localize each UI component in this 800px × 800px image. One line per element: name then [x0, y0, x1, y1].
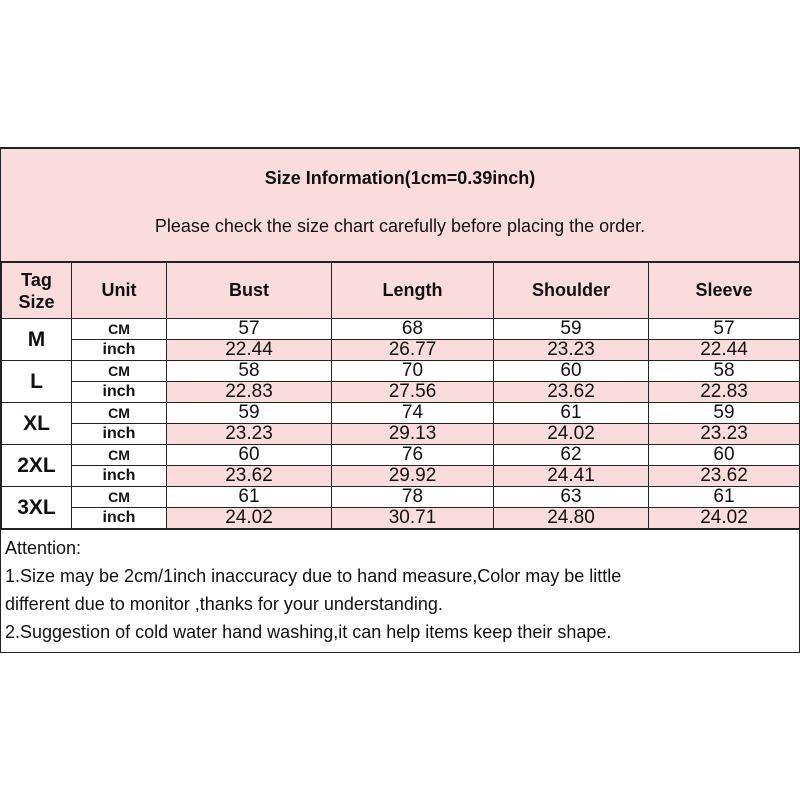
length-cm-value: 76 [332, 445, 494, 466]
table-header-row [2, 263, 800, 319]
notes-line-1: 1.Size may be 2cm/1inch inaccuracy due to hand measure,Color may be little [5, 566, 622, 586]
column-header-shoulder: Shoulder [494, 263, 649, 319]
size-label: Size [18, 291, 55, 312]
unit-cell-cm: CM [72, 319, 167, 340]
shoulder-inch-value: 24.80 [494, 508, 649, 529]
shoulder-cm-value: 60 [494, 361, 649, 382]
notes-line-2: different due to monitor ,thanks for your understanding. [5, 594, 443, 614]
sleeve-inch-value: 23.23 [649, 424, 800, 445]
length-inch-value: 27.56 [332, 382, 494, 403]
shoulder-cm-value: 62 [494, 445, 649, 466]
table-row-cm [2, 403, 800, 424]
sleeve-inch-value: 22.44 [649, 340, 800, 361]
sleeve-cm-value: 61 [649, 487, 800, 508]
unit-cell-inch: inch [72, 466, 167, 487]
length-inch-value: 26.77 [332, 340, 494, 361]
size-cell: 3XL [2, 487, 72, 529]
table-row-inch [2, 382, 800, 403]
table-row-cm [2, 445, 800, 466]
column-header-bust: Bust [167, 263, 332, 319]
sleeve-cm-value: 59 [649, 403, 800, 424]
size-table [1, 262, 800, 529]
bust-cm-value: 59 [167, 403, 332, 424]
table-row-cm [2, 361, 800, 382]
column-header-tag-size [2, 263, 72, 319]
chart-title: Size Information(1cm=0.39inch) [264, 168, 536, 188]
shoulder-inch-value: 24.02 [494, 424, 649, 445]
unit-cell-inch: inch [72, 424, 167, 445]
notes-heading: Attention: [5, 538, 82, 558]
table-row-cm [2, 319, 800, 340]
bust-inch-value: 23.62 [167, 466, 332, 487]
shoulder-inch-value: 23.23 [494, 340, 649, 361]
length-inch-value: 30.71 [332, 508, 494, 529]
size-cell: M [2, 319, 72, 361]
length-cm-value: 68 [332, 319, 494, 340]
sleeve-inch-value: 24.02 [649, 508, 800, 529]
bust-inch-value: 23.23 [167, 424, 332, 445]
shoulder-cm-value: 61 [494, 403, 649, 424]
table-row-cm [2, 487, 800, 508]
length-inch-value: 29.13 [332, 424, 494, 445]
sleeve-cm-value: 60 [649, 445, 800, 466]
sleeve-cm-value: 58 [649, 361, 800, 382]
column-header-sleeve: Sleeve [649, 263, 800, 319]
sleeve-cm-value: 57 [649, 319, 800, 340]
shoulder-inch-value: 24.41 [494, 466, 649, 487]
size-cell: 2XL [2, 445, 72, 487]
bust-cm-value: 57 [167, 319, 332, 340]
table-row-inch [2, 466, 800, 487]
shoulder-cm-value: 63 [494, 487, 649, 508]
column-header-length: Length [332, 263, 494, 319]
bust-cm-value: 58 [167, 361, 332, 382]
bust-cm-value: 60 [167, 445, 332, 466]
table-row-inch [2, 508, 800, 529]
shoulder-cm-value: 59 [494, 319, 649, 340]
unit-cell-inch: inch [72, 340, 167, 361]
length-cm-value: 78 [332, 487, 494, 508]
unit-cell-cm: CM [72, 361, 167, 382]
length-cm-value: 74 [332, 403, 494, 424]
shoulder-inch-value: 23.62 [494, 382, 649, 403]
unit-cell-cm: CM [72, 487, 167, 508]
bust-inch-value: 22.83 [167, 382, 332, 403]
unit-cell-inch: inch [72, 382, 167, 403]
chart-subtitle: Please check the size chart carefully before placing the order. [154, 216, 646, 236]
column-header-unit: Unit [72, 263, 167, 319]
unit-cell-cm: CM [72, 445, 167, 466]
length-cm-value: 70 [332, 361, 494, 382]
sleeve-inch-value: 22.83 [649, 382, 800, 403]
length-inch-value: 29.92 [332, 466, 494, 487]
size-chart [0, 147, 800, 653]
table-row-inch [2, 340, 800, 361]
unit-cell-cm: CM [72, 403, 167, 424]
bust-inch-value: 24.02 [167, 508, 332, 529]
notes-line-3: 2.Suggestion of cold water hand washing,it can help items keep their shape. [5, 622, 612, 642]
bust-inch-value: 22.44 [167, 340, 332, 361]
size-cell: L [2, 361, 72, 403]
size-chart-header [1, 149, 799, 262]
attention-notes [1, 529, 799, 652]
tag-label: Tag [21, 269, 52, 290]
size-cell: XL [2, 403, 72, 445]
bust-cm-value: 61 [167, 487, 332, 508]
sleeve-inch-value: 23.62 [649, 466, 800, 487]
unit-cell-inch: inch [72, 508, 167, 529]
table-row-inch [2, 424, 800, 445]
